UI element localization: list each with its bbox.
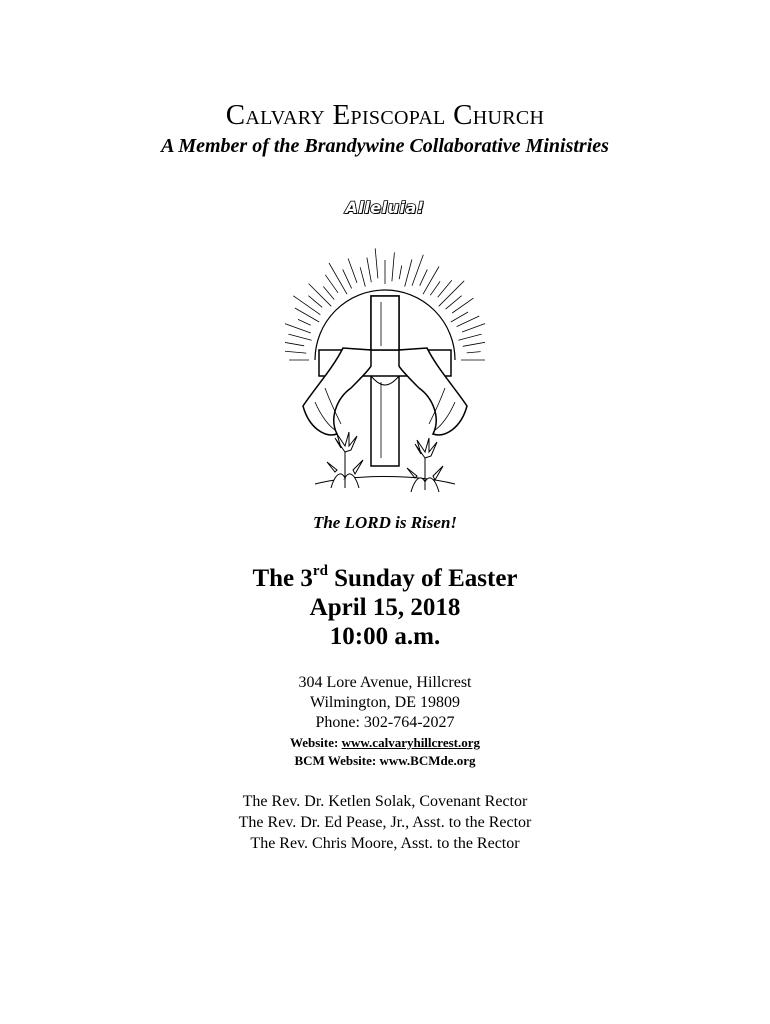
sun-ray <box>285 351 306 353</box>
church-subtitle: A Member of the Brandywine Collaborative Ministries <box>161 135 609 157</box>
sun-ray <box>348 259 357 283</box>
sun-ray <box>367 258 371 283</box>
sun-ray <box>462 322 485 332</box>
sun-ray <box>285 341 304 346</box>
sun-ray <box>463 341 485 346</box>
website-line <box>0 734 770 752</box>
church-name: Calvary Episcopal Church <box>225 99 545 131</box>
address-line-2: Wilmington, DE 19809 <box>309 694 460 711</box>
sun-ray <box>375 248 378 278</box>
sun-ray <box>439 281 465 307</box>
website-link[interactable]: www.calvaryhillcrest.org <box>341 735 481 750</box>
sun-ray <box>446 296 462 310</box>
service-ordinal-number: 3 <box>300 565 313 592</box>
service-date: April 15, 2018 <box>309 594 461 621</box>
sun-ray <box>308 296 322 308</box>
sun-ray <box>323 287 334 300</box>
sun-ray <box>438 280 452 297</box>
sun-ray <box>309 284 332 307</box>
sun-ray <box>467 352 481 353</box>
sun-ray <box>420 269 428 285</box>
clergy-line: The Rev. Dr. Ketlen Solak, Covenant Rector <box>242 793 528 810</box>
sun-ray <box>405 260 412 287</box>
phone-number: Phone: 302-764-2027 <box>315 714 455 731</box>
risen-cross-icon <box>285 238 485 510</box>
service-time: 10:00 a.m. <box>329 623 441 650</box>
sun-ray <box>452 298 473 313</box>
address-line-1: 304 Lore Avenue, Hillcrest <box>298 674 472 691</box>
sun-ray <box>285 323 311 333</box>
service-title-rest: Sunday of Easter <box>327 565 518 592</box>
service-title-prefix: The <box>252 565 301 592</box>
sun-ray <box>458 334 481 340</box>
sun-ray <box>451 312 468 322</box>
sun-ray <box>430 281 440 295</box>
sun-ray <box>329 263 347 294</box>
clergy-line: The Rev. Dr. Ed Pease, Jr., Asst. to the Rector <box>238 814 532 831</box>
sun-ray <box>457 316 480 327</box>
sun-ray <box>399 266 402 280</box>
website-label: Website: <box>289 735 342 750</box>
sun-ray <box>423 267 439 295</box>
sun-ray <box>298 319 311 325</box>
clergy-line: The Rev. Chris Moore, Asst. to the Rector <box>250 835 520 852</box>
sun-ray <box>288 334 311 340</box>
sun-ray <box>392 252 395 281</box>
bcm-website-line: BCM Website: www.BCMde.org <box>294 753 476 768</box>
sun-ray <box>343 269 352 288</box>
service-title <box>0 564 770 594</box>
alleluia-heading: Alleluia! <box>345 198 425 217</box>
illustration-caption: The LORD is Risen! <box>312 513 458 532</box>
sun-ray <box>325 275 338 293</box>
sun-ray <box>293 296 320 315</box>
service-ordinal-suffix: rd <box>312 562 328 579</box>
sun-ray <box>360 267 365 286</box>
